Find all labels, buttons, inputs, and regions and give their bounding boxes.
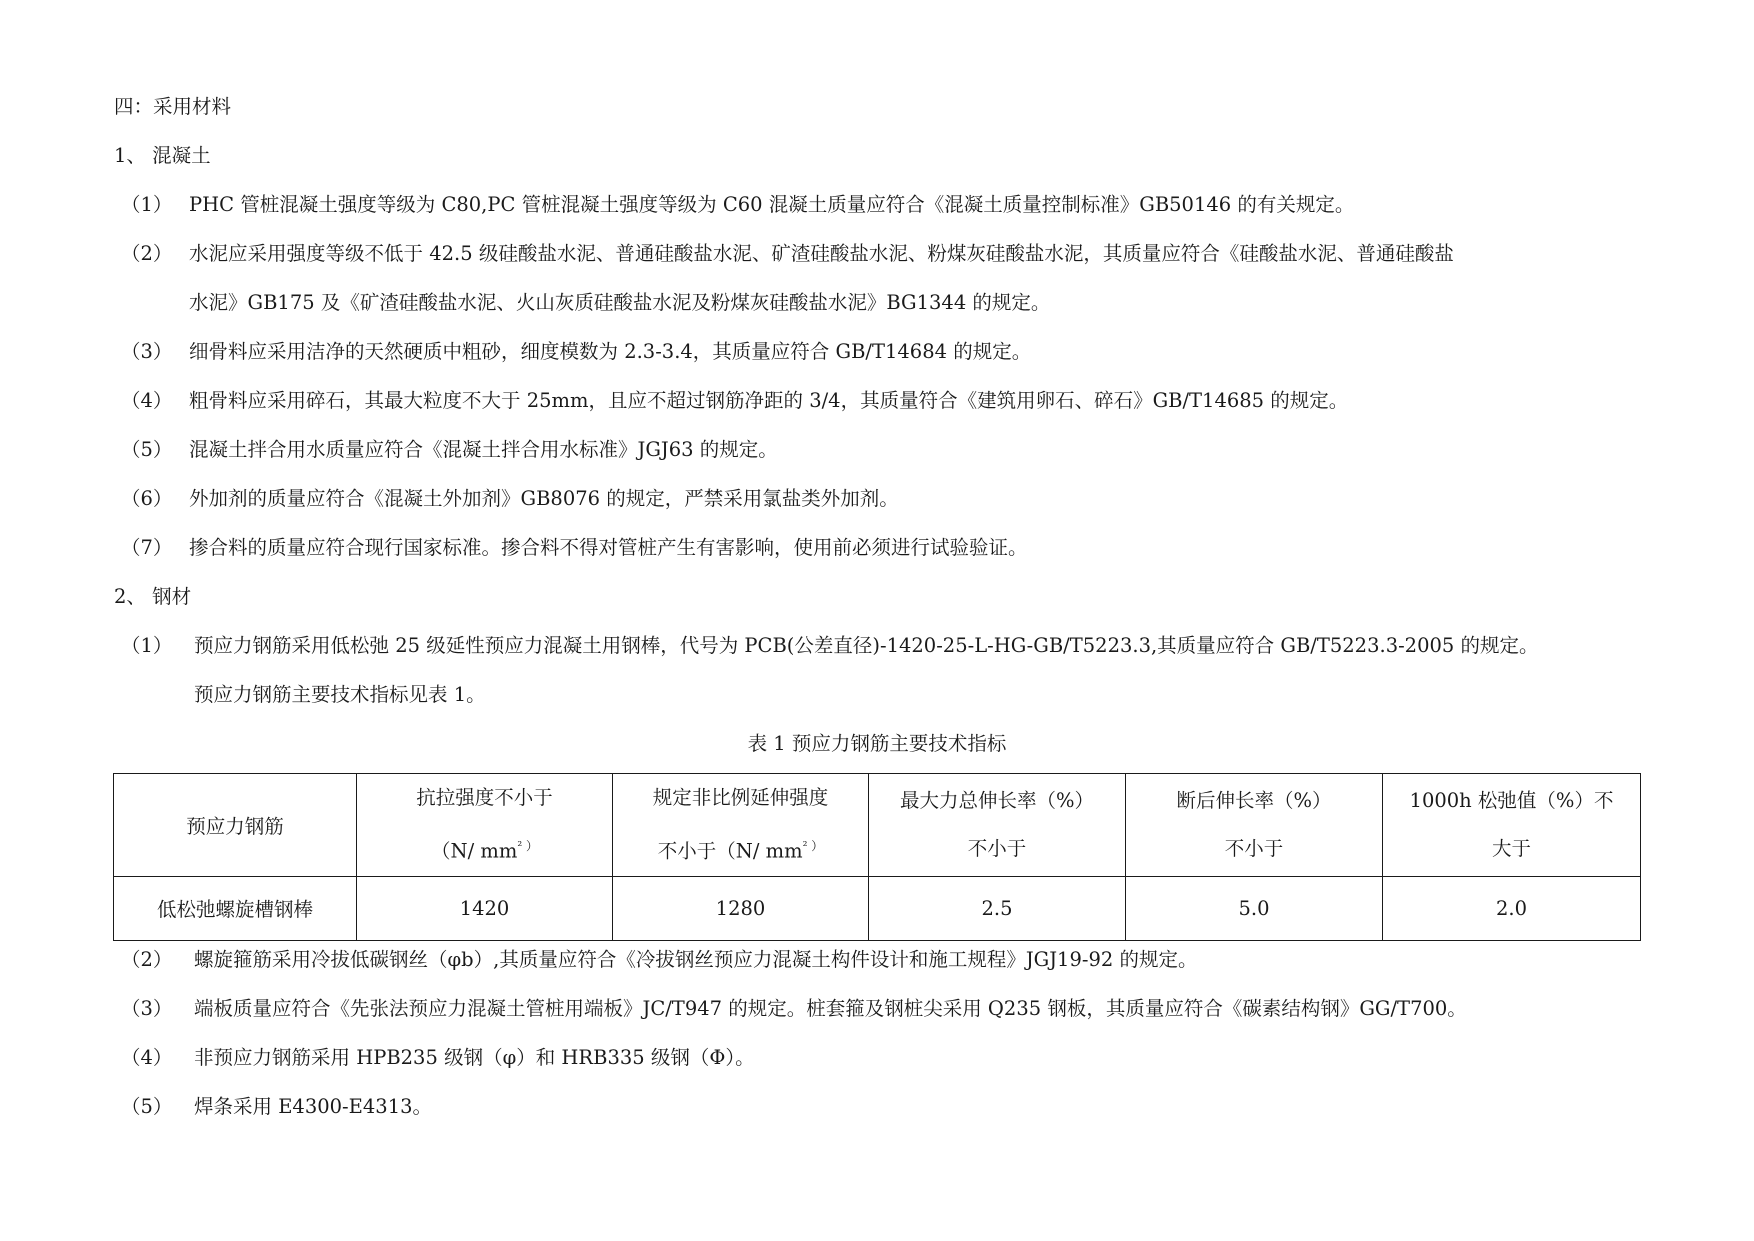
subsection-title-steel: 2、 钢材	[114, 585, 192, 608]
table-cell: 低松弛螺旋槽钢棒	[114, 876, 357, 940]
table-header-row	[114, 774, 1641, 877]
item-text: 外加剂的质量应符合《混凝土外加剂》GB8076 的规定，严禁采用氯盐类外加剂。	[189, 487, 899, 510]
table-cell: 2.0	[1383, 876, 1641, 940]
table-caption: 表 1 预应力钢筋主要技术指标	[747, 732, 1007, 755]
item-number: （5）	[121, 438, 173, 461]
spec-table	[113, 773, 1641, 941]
item-number: （3）	[121, 340, 173, 363]
item-number: （2）	[121, 242, 173, 265]
item-number: （1）	[121, 634, 173, 657]
table-cell: 1420	[357, 876, 613, 940]
table-header-cell: 抗拉强度不小于 （N/ $mm^{^2 )}$	[357, 774, 613, 877]
item-text: 焊条采用 E4300-E4313。	[194, 1095, 433, 1118]
item-text-continued: 水泥》GB175 及《矿渣硅酸盐水泥、火山灰质硅酸盐水泥及粉煤灰硅酸盐水泥》BG1344 的规定。	[189, 291, 1051, 314]
table-header-cell: 1000h 松弛值（%）不 大于	[1383, 774, 1641, 877]
table-header-cell: 断后伸长率（%） 不小于	[1126, 774, 1383, 877]
item-text: 粗骨料应采用碎石，其最大粒度不大于 25mm，且应不超过钢筋净距的 3/4，其质量符合《建筑用卵石、碎石》GB/T14685 的规定。	[189, 389, 1349, 412]
item-text: 水泥应采用强度等级不低于 42.5 级硅酸盐水泥、普通硅酸盐水泥、矿渣硅酸盐水泥、粉煤灰硅酸盐水泥，其质量应符合《硅酸盐水泥、普通硅酸盐	[189, 242, 1454, 265]
table-header-cell: 规定非比例延伸强度 不小于（N/ $mm^{^2 )}$	[613, 774, 869, 877]
table-cell: 1280	[613, 876, 869, 940]
table-cell: 5.0	[1126, 876, 1383, 940]
table-header-cell: 预应力钢筋	[114, 774, 357, 877]
item-number: （4）	[121, 1046, 173, 1069]
item-number: （3）	[121, 997, 173, 1020]
item-text: 预应力钢筋采用低松弛 25 级延性预应力混凝土用钢棒，代号为 PCB(公差直径)-1420-25-L-HG-GB/T5223.3,其质量应符合 GB/T5223.3-2005 的规定。	[194, 634, 1539, 657]
item-text: 掺合料的质量应符合现行国家标准。掺合料不得对管桩产生有害影响，使用前必须进行试验验证。	[189, 536, 1028, 559]
table-cell: 2.5	[869, 876, 1126, 940]
item-text: 端板质量应符合《先张法预应力混凝土管桩用端板》JC/T947 的规定。桩套箍及钢桩尖采用 Q235 钢板，其质量应符合《碳素结构钢》GG/T700。	[194, 997, 1467, 1020]
item-number: （2）	[121, 948, 173, 971]
item-text: 螺旋箍筋采用冷拔低碳钢丝（φb）,其质量应符合《冷拔钢丝预应力混凝土构件设计和施工规程》JGJ19-92 的规定。	[194, 948, 1198, 971]
table-row	[114, 876, 1641, 940]
item-text: 细骨料应采用洁净的天然硬质中粗砂，细度模数为 2.3-3.4，其质量应符合 GB/T14684 的规定。	[189, 340, 1032, 363]
item-text: PHC 管桩混凝土强度等级为 C80,PC 管桩混凝土强度等级为 C60 混凝土质量应符合《混凝土质量控制标准》GB50146 的有关规定。	[189, 193, 1355, 216]
section-heading: 四：采用材料	[114, 95, 232, 118]
item-number: （5）	[121, 1095, 173, 1118]
item-text: 混凝土拌合用水质量应符合《混凝土拌合用水标准》JGJ63 的规定。	[189, 438, 778, 461]
item-text-continued: 预应力钢筋主要技术指标见表 1。	[194, 683, 486, 706]
item-text: 非预应力钢筋采用 HPB235 级钢（φ）和 HRB335 级钢（Φ）。	[194, 1046, 755, 1069]
item-number: （4）	[121, 389, 173, 412]
table-header-cell: 最大力总伸长率（%） 不小于	[869, 774, 1126, 877]
item-number: （6）	[121, 487, 173, 510]
item-number: （1）	[121, 193, 173, 216]
item-number: （7）	[121, 536, 173, 559]
subsection-title-concrete: 1、 混凝土	[114, 144, 211, 167]
